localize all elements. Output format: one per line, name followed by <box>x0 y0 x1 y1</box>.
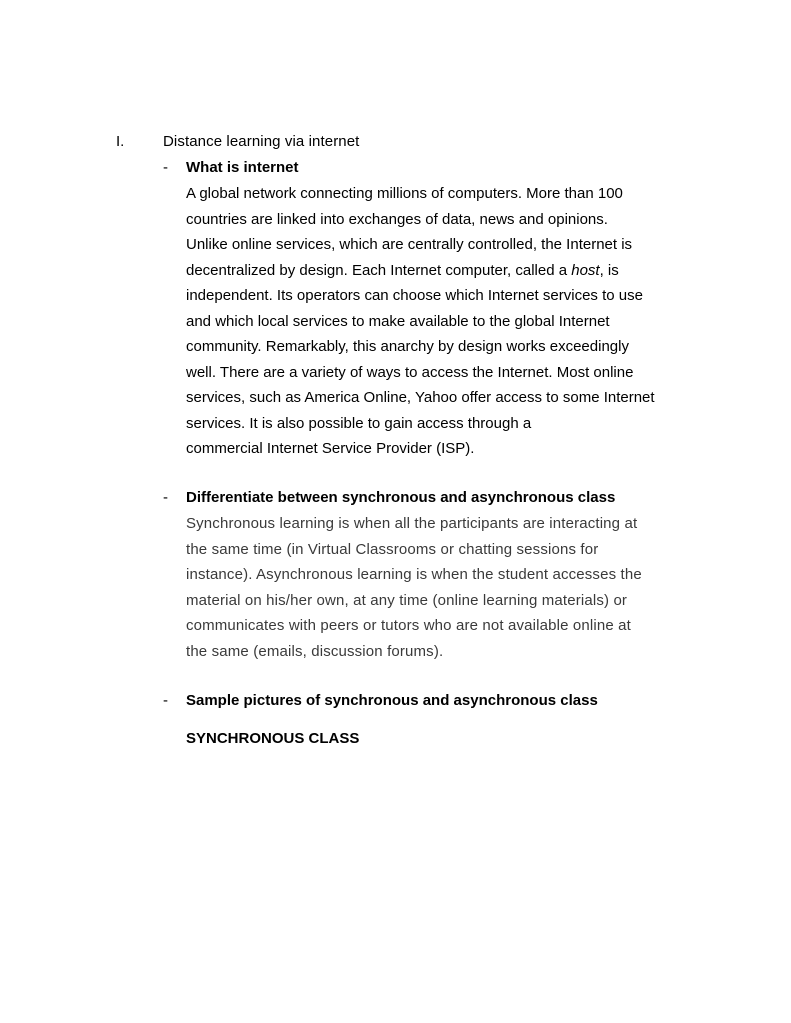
paragraph-line-host <box>186 258 723 284</box>
bullet-dash: - <box>163 489 168 506</box>
list-item-body <box>186 488 723 664</box>
item-heading: Differentiate between synchronous and asynchronous class <box>186 489 616 506</box>
paragraph-line: Unlike online services, which are centrally controlled, the Internet is <box>186 236 633 253</box>
item-heading: Sample pictures of synchronous and asynchronous class <box>186 692 598 709</box>
section-number: I. <box>116 133 125 150</box>
paragraph-line: services, such as America Online, Yahoo offer access to some Internet <box>186 389 655 406</box>
paragraph-line: independent. Its operators can choose which Internet services to use <box>186 287 643 304</box>
list-item-sync-vs-async <box>163 488 723 664</box>
paragraph-line: commercial Internet Service Provider (ISP). <box>186 440 475 457</box>
item-paragraph <box>186 511 723 664</box>
item-paragraph <box>186 181 723 462</box>
paragraph-line: services. It is also possible to gain access through a <box>186 414 532 432</box>
list-item-sample-pictures <box>163 691 723 711</box>
paragraph-line: communicates with peers or tutors who are not available online at <box>186 617 631 634</box>
bullet-dash: - <box>163 692 168 709</box>
list-item-body <box>186 691 723 711</box>
paragraph-line-suffix: , is <box>599 261 619 279</box>
paragraph-line: community. Remarkably, this anarchy by design works exceedingly <box>186 338 629 355</box>
italic-term-host: host <box>571 261 600 279</box>
paragraph-line: countries are linked into exchanges of data, news and opinions. <box>186 210 608 228</box>
paragraph-line: the same time (in Virtual Classrooms or chatting sessions for <box>186 540 599 558</box>
paragraph-line: A global network connecting millions of computers. More than 100 <box>186 185 623 202</box>
paragraph-line: Synchronous learning is when all the participants are interacting at <box>186 515 638 532</box>
paragraph-line: and which local services to make available to the global Internet <box>186 312 610 330</box>
synchronous-class-heading: SYNCHRONOUS CLASS <box>186 730 360 747</box>
list-item-body <box>186 158 723 462</box>
paragraph-line: the same (emails, discussion forums). <box>186 642 444 660</box>
item-heading: What is internet <box>186 159 299 176</box>
section-title: Distance learning via internet <box>163 133 360 150</box>
paragraph-line: material on his/her own, at any time (online learning materials) or <box>186 591 628 609</box>
list-item-what-is-internet <box>163 158 723 462</box>
paragraph-line: instance). Asynchronous learning is when the student accesses the <box>186 566 642 583</box>
paragraph-line: well. There are a variety of ways to access the Internet. Most online <box>186 363 634 381</box>
paragraph-line-text: decentralized by design. Each Internet computer, called a <box>186 261 572 279</box>
bullet-dash: - <box>163 159 168 176</box>
